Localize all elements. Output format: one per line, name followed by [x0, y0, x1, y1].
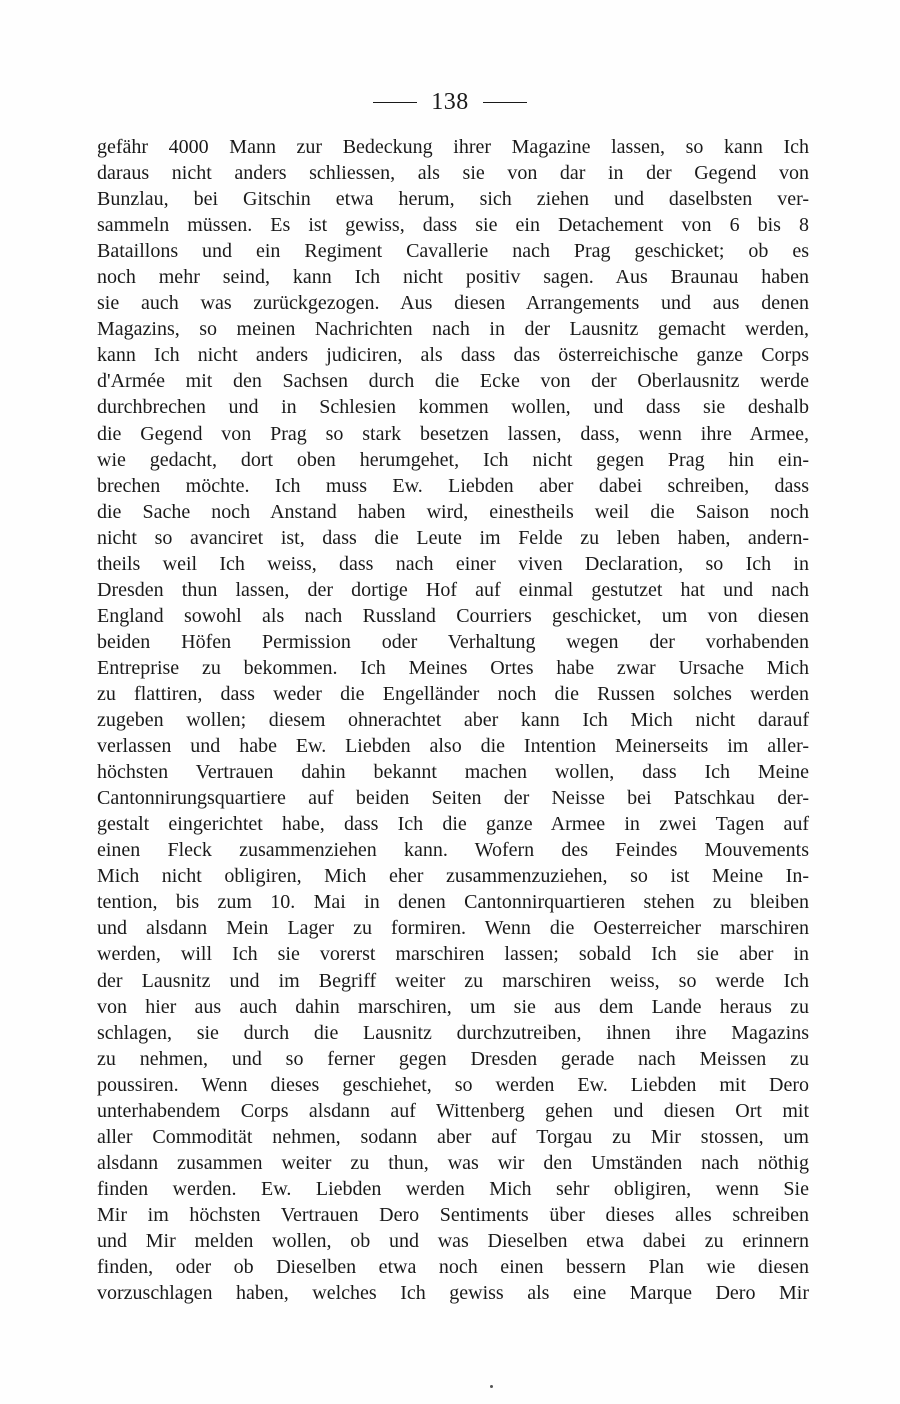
- text-line: unterhabendem Corps alsdann auf Wittenberg gehen und diesen Ort mit: [97, 1099, 809, 1122]
- text-line: gestalt eingerichtet habe, dass Ich die ganze Armee in zwei Tagen auf: [97, 813, 809, 836]
- text-line: Mich nicht obligiren, Mich eher zusammenzuziehen, so ist Meine In-: [97, 865, 809, 888]
- text-line: verlassen und habe Ew. Liebden also die Intention Meinerseits im aller-: [97, 735, 809, 758]
- text-line: daraus nicht anders schliessen, als sie von dar in der Gegend von: [97, 162, 809, 185]
- text-line: und alsdann Mein Lager zu formiren. Wenn die Oesterreicher marschiren: [97, 917, 809, 940]
- text-line: finden werden. Ew. Liebden werden Mich sehr obligiren, wenn Sie: [97, 1177, 809, 1200]
- scan-speck: [490, 1385, 493, 1388]
- text-line: theils weil Ich weiss, dass nach einer viven Declaration, so Ich in: [97, 552, 809, 575]
- text-line: Cantonnirungsquartiere auf beiden Seiten der Neisse bei Patschkau der-: [97, 787, 809, 810]
- page-number: 138: [431, 89, 469, 115]
- text-line: Bataillons und ein Regiment Cavallerie nach Prag geschicket; ob es: [97, 240, 809, 263]
- text-line: sie auch was zurückgezogen. Aus diesen Arrangements und aus denen: [97, 292, 809, 315]
- text-line: noch mehr seind, kann Ich nicht positiv sagen. Aus Braunau haben: [97, 266, 809, 289]
- text-line: durchbrechen und in Schlesien kommen wollen, und dass sie deshalb: [97, 396, 809, 419]
- text-line: beiden Höfen Permission oder Verhaltung wegen der vorhabenden: [97, 630, 809, 653]
- text-line: die Gegend von Prag so stark besetzen lassen, dass, wenn ihre Armee,: [97, 422, 809, 445]
- text-line: sammeln müssen. Es ist gewiss, dass sie ein Detachement von 6 bis 8: [97, 214, 809, 237]
- text-line: Entreprise zu bekommen. Ich Meines Ortes habe zwar Ursache Mich: [97, 656, 809, 679]
- page-header: [0, 88, 900, 116]
- text-line: schlagen, sie durch die Lausnitz durchzutreiben, ihnen ihre Magazins: [97, 1021, 809, 1044]
- text-line: finden, oder ob Dieselben etwa noch einen bessern Plan wie diesen: [97, 1256, 809, 1279]
- text-line: Mir im höchsten Vertrauen Dero Sentiments über dieses alles schreiben: [97, 1203, 809, 1226]
- text-line: zugeben wollen; diesem ohnerachtet aber kann Ich Mich nicht darauf: [97, 709, 809, 732]
- text-line: einen Fleck zusammenziehen kann. Wofern des Feindes Mouvements: [97, 839, 809, 862]
- text-line: kann Ich nicht anders judiciren, als dass das österreichische ganze Corps: [97, 344, 809, 367]
- text-line: alsdann zusammen weiter zu thun, was wir den Umständen nach nöthig: [97, 1151, 809, 1174]
- text-line: und Mir melden wollen, ob und was Dieselben etwa dabei zu erinnern: [97, 1229, 809, 1252]
- text-line: d'Armée mit den Sachsen durch die Ecke von der Oberlausnitz werde: [97, 370, 809, 393]
- text-line: Dresden thun lassen, der dortige Hof auf einmal gestutzet hat und nach: [97, 578, 809, 601]
- text-line: gefähr 4000 Mann zur Bedeckung ihrer Magazine lassen, so kann Ich: [97, 136, 809, 158]
- text-line: wie gedacht, dort oben herumgehet, Ich nicht gegen Prag hin ein-: [97, 448, 809, 471]
- text-line: höchsten Vertrauen dahin bekannt machen wollen, dass Ich Meine: [97, 761, 809, 784]
- text-line: von hier aus auch dahin marschiren, um sie aus dem Lande heraus zu: [97, 995, 809, 1018]
- body-text: [97, 134, 809, 1306]
- text-line: Magazins, so meinen Nachrichten nach in der Lausnitz gemacht werden,: [97, 318, 809, 341]
- header-dash-left: [373, 102, 417, 103]
- header-dash-right: [483, 102, 527, 103]
- text-line: vorzuschlagen haben, welches Ich gewiss als eine Marque Dero Mir: [97, 1282, 809, 1305]
- text-line: werden, will Ich sie vorerst marschiren lassen; sobald Ich sie aber in: [97, 943, 809, 966]
- text-line: brechen möchte. Ich muss Ew. Liebden aber dabei schreiben, dass: [97, 474, 809, 497]
- text-line: nicht so avanciret ist, dass die Leute im Felde zu leben haben, andern-: [97, 526, 809, 549]
- text-line: England sowohl als nach Russland Courriers geschicket, um von diesen: [97, 604, 809, 627]
- text-line: der Lausnitz und im Begriff weiter zu marschiren weiss, so werde Ich: [97, 969, 809, 992]
- text-line: poussiren. Wenn dieses geschiehet, so werden Ew. Liebden mit Dero: [97, 1073, 809, 1096]
- text-line: aller Commodität nehmen, sodann aber auf Torgau zu Mir stossen, um: [97, 1125, 809, 1148]
- text-line: Bunzlau, bei Gitschin etwa herum, sich ziehen und daselbsten ver-: [97, 188, 809, 211]
- text-line: die Sache noch Anstand haben wird, einestheils weil die Saison noch: [97, 500, 809, 523]
- text-line: zu nehmen, und so ferner gegen Dresden gerade nach Meissen zu: [97, 1047, 809, 1070]
- text-line: zu flattiren, dass weder die Engelländer noch die Russen solches werden: [97, 682, 809, 705]
- text-line: tention, bis zum 10. Mai in denen Cantonnirquartieren stehen zu bleiben: [97, 891, 809, 914]
